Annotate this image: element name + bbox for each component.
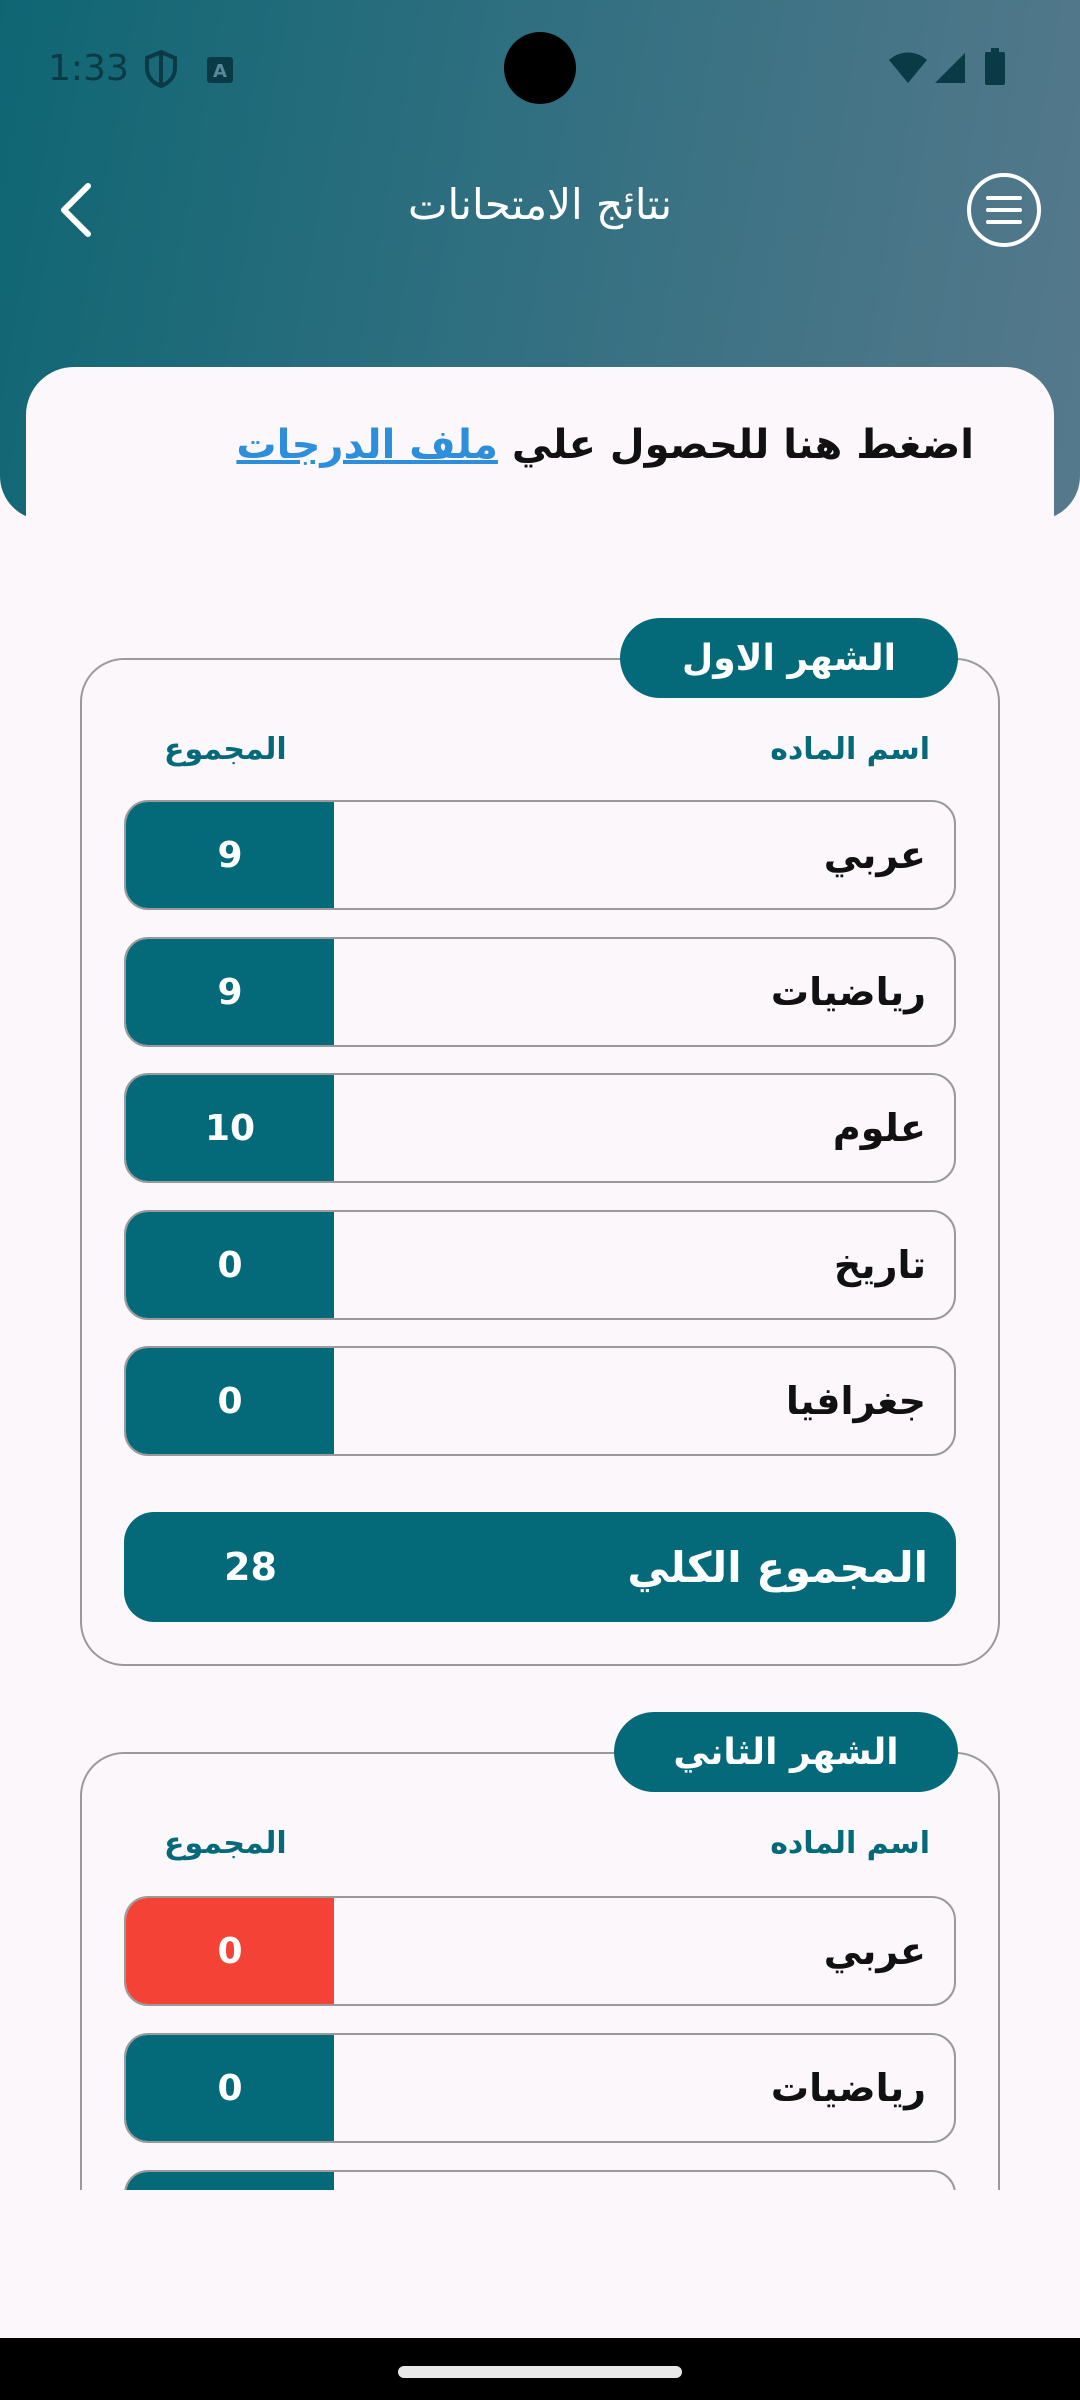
grade-subject: رياضيات (770, 2066, 926, 2110)
grade-row (124, 2033, 956, 2143)
total-header: المجموع (164, 732, 287, 767)
home-gesture-handle[interactable] (398, 2366, 682, 2378)
menu-icon (964, 170, 1044, 250)
app-bar (0, 140, 1080, 280)
shield-icon (144, 50, 178, 92)
grade-row (124, 937, 956, 1047)
status-time: 1:33 (48, 48, 129, 89)
grades-file-text (236, 422, 974, 468)
grades-file-link[interactable]: ملف الدرجات (236, 422, 498, 468)
total-label: المجموع الكلي (627, 1542, 928, 1592)
month-card-1 (80, 637, 1000, 1666)
grade-subject: جغرافيا (785, 1379, 926, 1423)
grade-row (124, 1896, 956, 2006)
battery-icon (984, 48, 1006, 90)
grades-file-prefix: اضغط هنا للحصول علي (497, 422, 974, 468)
grade-subject: تاريخ (833, 1243, 926, 1287)
grade-score: 10 (126, 1075, 334, 1181)
wifi-icon (888, 52, 928, 88)
navigation-bar (0, 2338, 1080, 2400)
grade-score: 9 (126, 802, 334, 908)
grade-score: 9 (126, 939, 334, 1045)
grade-row (124, 1073, 956, 1183)
grade-row (124, 1210, 956, 1320)
camera-cutout (504, 32, 576, 104)
grade-subject: عربي (823, 1929, 926, 1973)
grade-subject: رياضيات (770, 970, 926, 1014)
total-bar (124, 1512, 956, 1622)
month-title-1: الشهر الاول (620, 618, 958, 698)
svg-text:A: A (213, 61, 227, 82)
grade-subject: عربي (823, 833, 926, 877)
grade-row (124, 1346, 956, 1456)
grade-score: 0 (126, 1898, 334, 2004)
total-header: المجموع (164, 1826, 287, 1861)
menu-button[interactable] (964, 170, 1044, 250)
grade-row (124, 800, 956, 910)
grade-score: 0 (126, 1212, 334, 1318)
status-bar (0, 0, 1080, 140)
subject-header: اسم الماده (770, 1826, 930, 1861)
grade-score: 0 (126, 1348, 334, 1454)
month-title-2: الشهر الثاني (614, 1712, 958, 1792)
translate-icon (206, 56, 234, 88)
grade-subject: علوم (832, 1106, 926, 1150)
list-clip-area (0, 2190, 1080, 2338)
signal-icon (934, 52, 966, 88)
total-value: 28 (224, 1545, 277, 1589)
grades-file-card (26, 367, 1054, 627)
page-title: نتائج الامتحانات (407, 180, 673, 229)
grade-score: 0 (126, 2035, 334, 2141)
subject-header: اسم الماده (770, 732, 930, 767)
